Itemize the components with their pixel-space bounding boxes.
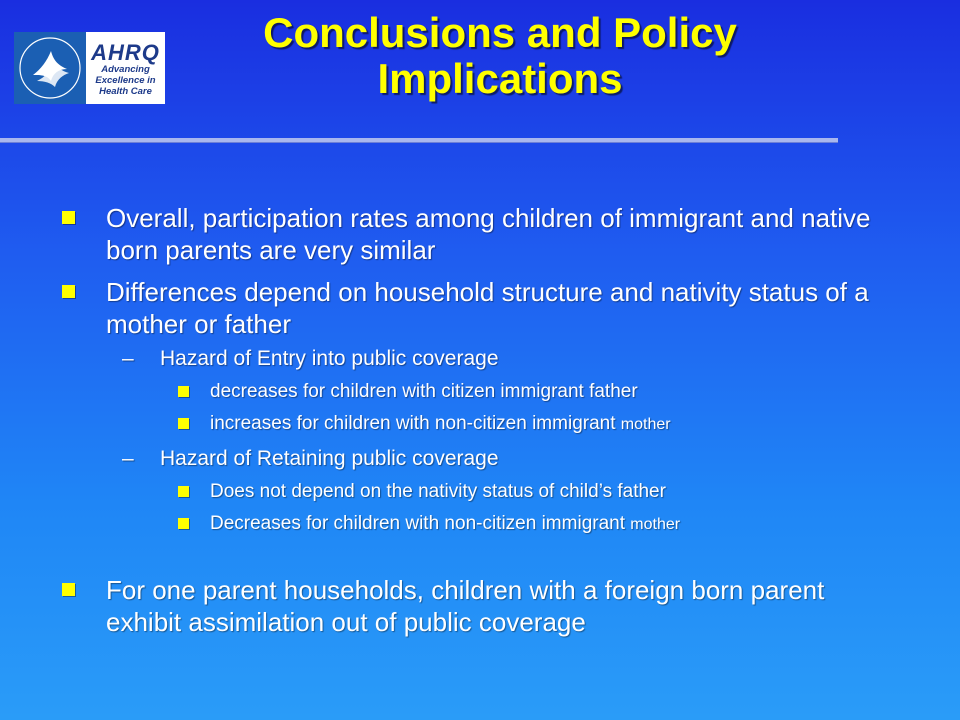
sub-bullet-retaining-text: Hazard of Retaining public coverage [160, 447, 499, 470]
square-bullet-icon [178, 486, 189, 497]
retaining-item-1-text: Does not depend on the nativity status of child’s father [210, 481, 666, 502]
bullet-2 [62, 276, 922, 340]
square-bullet-icon [178, 386, 189, 397]
retaining-item-2-text: Decreases for children with non-citizen immigrant [210, 513, 631, 534]
square-bullet-icon [178, 518, 189, 529]
sub-bullet-entry [122, 346, 882, 372]
square-bullet-icon [62, 211, 75, 224]
entry-item-2-small: mother [620, 416, 671, 433]
dash-bullet-icon: – [122, 347, 134, 370]
sub-bullet-retaining [122, 446, 882, 472]
ahrq-tagline-1: Advancing [101, 63, 150, 75]
entry-item-1 [178, 380, 918, 405]
ahrq-wordmark: AHRQ [91, 39, 160, 65]
sub-bullet-entry-text: Hazard of Entry into public coverage [160, 347, 499, 370]
retaining-item-2 [178, 512, 918, 537]
entry-item-2-text: increases for children with non-citizen immigrant [210, 413, 621, 434]
square-bullet-icon [178, 418, 189, 429]
ahrq-tagline-3: Health Care [99, 85, 152, 97]
ahrq-tagline-2: Excellence in [95, 74, 156, 86]
square-bullet-icon [62, 285, 75, 298]
title-line-1: Conclusions and Policy [263, 9, 737, 56]
bullet-1 [62, 202, 922, 266]
bullet-3-text: For one parent households, children with a foreign born parent exhibit assimilation out of public coverage [106, 575, 825, 637]
title-line-2: Implications [377, 55, 623, 102]
dash-bullet-icon: – [122, 447, 134, 470]
bullet-3 [62, 574, 922, 638]
bullet-1-text: Overall, participation rates among children of immigrant and native born parents are very similar [106, 203, 871, 265]
square-bullet-icon [62, 583, 75, 596]
bullet-2-text: Differences depend on household structure and nativity status of a mother or father [106, 277, 869, 339]
retaining-item-2-small: mother [630, 516, 681, 533]
entry-item-1-text: decreases for children with citizen immigrant father [210, 381, 638, 402]
retaining-item-1 [178, 480, 918, 505]
entry-item-2 [178, 412, 918, 437]
